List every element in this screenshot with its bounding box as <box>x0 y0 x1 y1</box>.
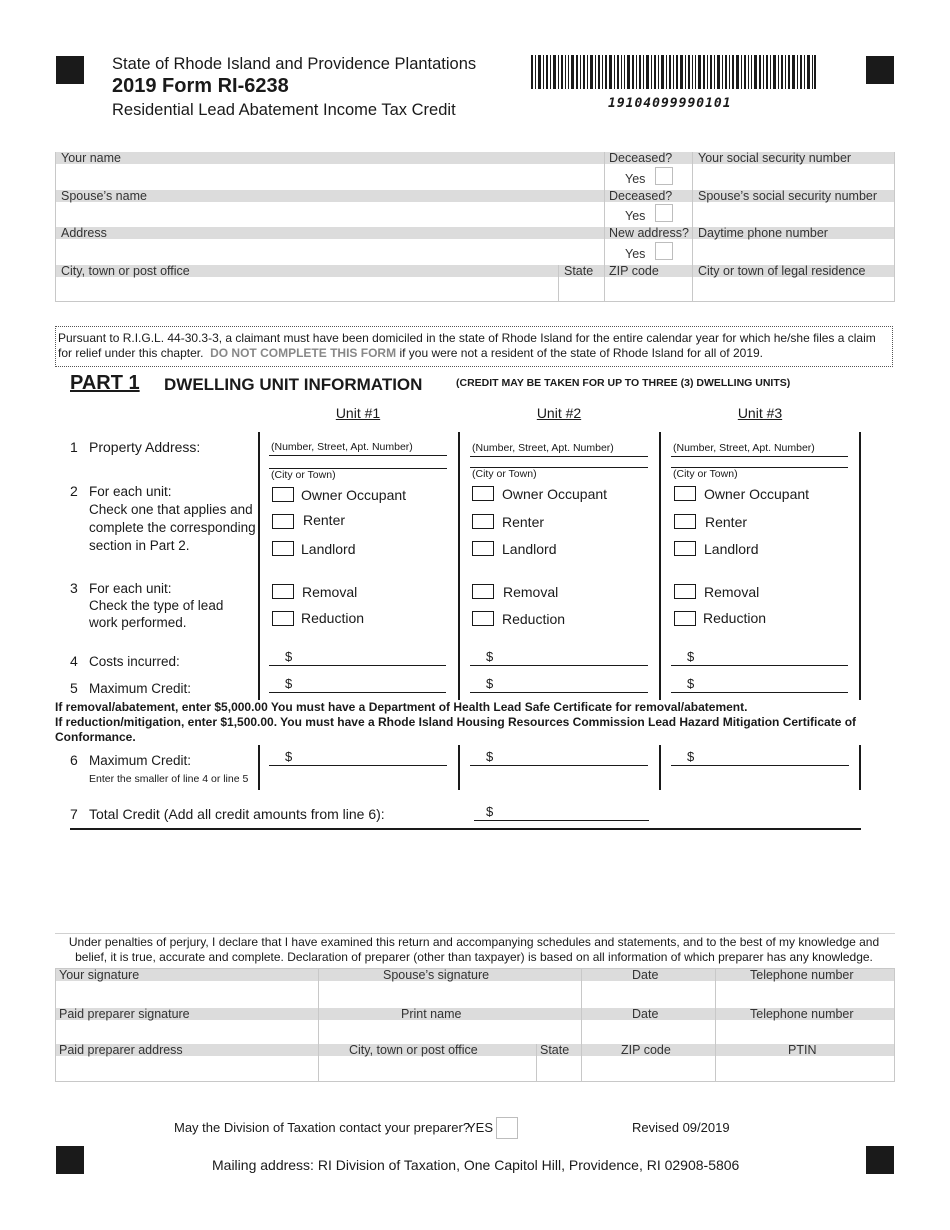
spouse-signature-label: Spouse’s signature <box>383 968 490 982</box>
unit1-street-hint: (Number, Street, Apt. Number) <box>271 441 413 453</box>
registration-mark-top-right <box>866 56 894 84</box>
unit2-line5-dollar: $ <box>486 676 494 691</box>
unit1-street-line[interactable] <box>269 455 447 456</box>
ptin-label: PTIN <box>788 1043 817 1057</box>
line6-number: 6 <box>70 752 78 768</box>
print-name-field[interactable] <box>319 1021 580 1043</box>
unit3-landlord-label: Landlord <box>704 541 759 557</box>
registration-mark-bottom-right <box>866 1146 894 1174</box>
line1-label: Property Address: <box>89 439 201 455</box>
line2-label: For each unit: <box>89 484 172 499</box>
line5-number: 5 <box>70 680 78 696</box>
spouse-deceased-checkbox[interactable] <box>655 204 673 222</box>
column-divider <box>659 745 661 790</box>
line7-label: Total Credit (Add all credit amounts from line 6): <box>89 806 385 822</box>
unit1-renter-checkbox[interactable] <box>272 514 294 529</box>
your-ssn-label: Your social security number <box>698 151 852 165</box>
unit1-owner-label: Owner Occupant <box>301 487 407 503</box>
unit3-owner-label: Owner Occupant <box>704 486 810 502</box>
preparer-address-field[interactable] <box>56 1057 317 1081</box>
preparer-signature-label: Paid preparer signature <box>59 1007 190 1021</box>
unit2-reduction-label: Reduction <box>502 611 566 627</box>
unit2-line4-field[interactable] <box>470 665 648 666</box>
reduction-instruction: If reduction/mitigation, enter $1,500.00. You must have a Rhode Island Housing Resources Commission Lead Hazard Mitigation Certificate of Conformance. <box>55 715 857 744</box>
unit3-landlord-checkbox[interactable] <box>674 541 696 556</box>
notice-emphasis: DO NOT COMPLETE THIS FORM <box>210 346 397 360</box>
part1-label: PART 1 <box>70 372 140 394</box>
line2-label: section in Part 2. <box>89 538 190 553</box>
mailing-address: Mailing address: RI Division of Taxation, One Capitol Hill, Providence, RI 02908-5806 <box>212 1157 740 1173</box>
registration-mark-bottom-left <box>56 1146 84 1174</box>
your-signature-field[interactable] <box>56 982 317 1007</box>
unit3-owner-checkbox[interactable] <box>674 486 696 501</box>
unit2-line6-dollar: $ <box>486 749 494 764</box>
preparer-date-label: Date <box>632 1007 659 1021</box>
zip-field[interactable] <box>605 278 691 301</box>
city-label: City, town or post office <box>61 264 190 278</box>
barcode <box>531 55 816 89</box>
state-field[interactable] <box>559 278 603 301</box>
unit1-line6-field[interactable] <box>269 765 447 766</box>
barcode-number: 19104099990101 <box>608 96 732 111</box>
preparer-signature-field[interactable] <box>56 1021 317 1043</box>
unit2-renter-label: Renter <box>502 514 545 530</box>
unit3-line6-field[interactable] <box>671 765 849 766</box>
preparer-state-field[interactable] <box>537 1057 580 1081</box>
line5-label: Maximum Credit: <box>89 681 192 696</box>
preparer-telephone-label: Telephone number <box>750 1007 854 1021</box>
unit2-removal-label: Removal <box>503 584 559 600</box>
line2-label: Check one that applies and <box>89 502 253 517</box>
preparer-address-label: Paid preparer address <box>59 1043 183 1057</box>
spouse-deceased-label: Deceased? <box>609 189 673 203</box>
spouse-deceased-yes-label: Yes <box>625 209 646 223</box>
unit2-line6-field[interactable] <box>470 765 648 766</box>
unit2-street-line[interactable] <box>470 456 648 457</box>
unit1-line5-dollar: $ <box>285 676 293 691</box>
line2-label: complete the corresponding <box>89 520 256 535</box>
line3-label: For each unit: <box>89 581 172 596</box>
contact-preparer-checkbox[interactable] <box>496 1117 518 1139</box>
unit2-renter-checkbox[interactable] <box>472 514 494 529</box>
your-name-field[interactable] <box>56 165 603 189</box>
form-subtitle: Residential Lead Abatement Income Tax Credit <box>112 101 456 119</box>
unit1-removal-label: Removal <box>302 584 358 600</box>
your-signature-label: Your signature <box>59 968 140 982</box>
unit2-landlord-checkbox[interactable] <box>472 541 494 556</box>
line1-number: 1 <box>70 439 78 455</box>
spouse-ssn-label: Spouse’s social security number <box>698 189 878 203</box>
unit1-landlord-label: Landlord <box>301 541 356 557</box>
line6-label: Maximum Credit: <box>89 753 192 768</box>
unit1-line5-field[interactable] <box>269 692 446 693</box>
deceased-checkbox[interactable] <box>655 167 673 185</box>
unit1-renter-label: Renter <box>303 512 346 528</box>
telephone-label: Telephone number <box>750 968 854 982</box>
unit1-reduction-label: Reduction <box>301 610 365 626</box>
address-field[interactable] <box>56 240 603 264</box>
date-label: Date <box>632 968 659 982</box>
column-divider <box>258 745 260 790</box>
unit1-owner-checkbox[interactable] <box>272 487 294 502</box>
daytime-phone-field[interactable] <box>693 240 894 264</box>
registration-mark-top-left <box>56 56 84 84</box>
unit2-removal-checkbox[interactable] <box>472 584 494 599</box>
total-credit-field[interactable] <box>474 820 649 821</box>
part1-bottom-rule <box>70 828 861 830</box>
city-field[interactable] <box>56 278 557 301</box>
spouse-name-field[interactable] <box>56 203 603 227</box>
unit3-heading: Unit #3 <box>737 405 783 421</box>
unit2-heading: Unit #2 <box>536 405 582 421</box>
part1-heading: DWELLING UNIT INFORMATION <box>164 375 423 394</box>
new-address-yes-label: Yes <box>625 247 646 261</box>
part1-note: (CREDIT MAY BE TAKEN FOR UP TO THREE (3) DWELLING UNITS) <box>456 377 791 389</box>
unit3-street-line[interactable] <box>671 456 848 457</box>
your-name-label: Your name <box>61 151 121 165</box>
unit1-removal-checkbox[interactable] <box>272 584 294 599</box>
revised-date: Revised 09/2019 <box>632 1120 730 1135</box>
column-divider <box>458 745 460 790</box>
preparer-state-label: State <box>540 1043 570 1057</box>
deceased-label: Deceased? <box>609 151 673 165</box>
line6-sub-label: Enter the smaller of line 4 or line 5 <box>89 773 249 785</box>
line7-dollar: $ <box>486 804 494 819</box>
unit2-landlord-label: Landlord <box>502 541 557 557</box>
unit3-reduction-label: Reduction <box>703 610 767 626</box>
perjury-declaration: Under penalties of perjury, I declare that I have examined this return and accompanying schedules and statements, and to the best of my knowledge and belief, it is true, accurate and complete. Declaration of preparer (other than taxpayer) is based on all information of which preparer has any knowledge. <box>68 935 880 964</box>
address-label: Address <box>61 226 107 240</box>
removal-instruction: If removal/abatement, enter $5,000.00 You must have a Department of Health Lead Safe Certificate for removal/abatement. <box>55 700 748 714</box>
preparer-city-label: City, town or post office <box>349 1043 478 1057</box>
line3-number: 3 <box>70 580 78 596</box>
unit3-renter-label: Renter <box>705 514 748 530</box>
line3-label: Check the type of lead <box>89 598 224 613</box>
unit3-removal-label: Removal <box>704 584 760 600</box>
spouse-name-label: Spouse’s name <box>61 189 147 203</box>
line4-number: 4 <box>70 653 78 669</box>
your-ssn-field[interactable] <box>693 165 894 189</box>
unit2-owner-checkbox[interactable] <box>472 486 494 501</box>
unit3-city-hint: (City or Town) <box>673 468 738 480</box>
preparer-zip-field[interactable] <box>582 1057 714 1081</box>
form-title: 2019 Form RI-6238 <box>112 75 289 97</box>
residency-notice <box>55 326 893 367</box>
unit3-reduction-checkbox[interactable] <box>674 611 696 626</box>
daytime-phone-label: Daytime phone number <box>698 226 828 240</box>
unit2-reduction-checkbox[interactable] <box>472 611 494 626</box>
unit1-line6-dollar: $ <box>285 749 293 764</box>
preparer-telephone-field[interactable] <box>716 1021 894 1043</box>
spouse-signature-field[interactable] <box>319 982 580 1007</box>
unit1-heading: Unit #1 <box>335 405 381 421</box>
deceased-yes-label: Yes <box>625 172 646 186</box>
line7-number: 7 <box>70 806 78 822</box>
column-divider <box>859 432 861 700</box>
state-label: State <box>564 264 594 278</box>
print-name-label: Print name <box>401 1007 462 1021</box>
new-address-label: New address? <box>609 226 689 240</box>
unit3-line4-field[interactable] <box>671 665 848 666</box>
contact-preparer-question: May the Division of Taxation contact your preparer? <box>174 1120 471 1135</box>
unit2-city-hint: (City or Town) <box>472 468 537 480</box>
unit1-line4-dollar: $ <box>285 649 293 664</box>
state-line: State of Rhode Island and Providence Plantations <box>112 55 477 73</box>
unit1-landlord-checkbox[interactable] <box>272 541 294 556</box>
legal-residence-field[interactable] <box>693 278 894 301</box>
date-field[interactable] <box>582 982 714 1007</box>
unit3-street-hint: (Number, Street, Apt. Number) <box>673 442 815 454</box>
unit2-line5-field[interactable] <box>470 692 648 693</box>
unit2-line4-dollar: $ <box>486 649 494 664</box>
notice-text-end: if you were not a resident of the state of Rhode Island for all of 2019. <box>399 346 763 360</box>
signature-top-rule <box>55 933 895 934</box>
unit3-line5-field[interactable] <box>671 692 848 693</box>
unit1-line4-field[interactable] <box>269 665 446 666</box>
unit2-street-hint: (Number, Street, Apt. Number) <box>472 442 614 454</box>
unit3-line5-dollar: $ <box>687 676 695 691</box>
preparer-date-field[interactable] <box>582 1021 714 1043</box>
contact-yes-label: YES <box>467 1120 494 1135</box>
unit3-renter-checkbox[interactable] <box>674 514 696 529</box>
ptin-field[interactable] <box>716 1057 894 1081</box>
unit2-owner-label: Owner Occupant <box>502 486 608 502</box>
column-divider <box>258 432 260 700</box>
unit3-removal-checkbox[interactable] <box>674 584 696 599</box>
new-address-checkbox[interactable] <box>655 242 673 260</box>
notice-text: Pursuant to R.I.G.L. 44-30.3-3, a claimant must have been domiciled in the state of Rhode Island for the entire calendar year for which he/she files a claim for relief under this chapter. <box>58 331 876 360</box>
unit3-line6-dollar: $ <box>687 749 695 764</box>
spouse-ssn-field[interactable] <box>693 203 894 227</box>
column-divider <box>458 432 460 700</box>
zip-label: ZIP code <box>609 264 659 278</box>
column-divider <box>859 745 861 790</box>
preparer-city-field[interactable] <box>319 1057 535 1081</box>
preparer-zip-label: ZIP code <box>621 1043 671 1057</box>
column-divider <box>659 432 661 700</box>
legal-residence-label: City or town of legal residence <box>698 264 866 278</box>
line2-number: 2 <box>70 483 78 499</box>
line4-label: Costs incurred: <box>89 654 180 669</box>
unit3-line4-dollar: $ <box>687 649 695 664</box>
unit1-city-hint: (City or Town) <box>271 469 336 481</box>
telephone-field[interactable] <box>716 982 894 1007</box>
line3-label: work performed. <box>89 615 187 630</box>
unit1-reduction-checkbox[interactable] <box>272 611 294 626</box>
